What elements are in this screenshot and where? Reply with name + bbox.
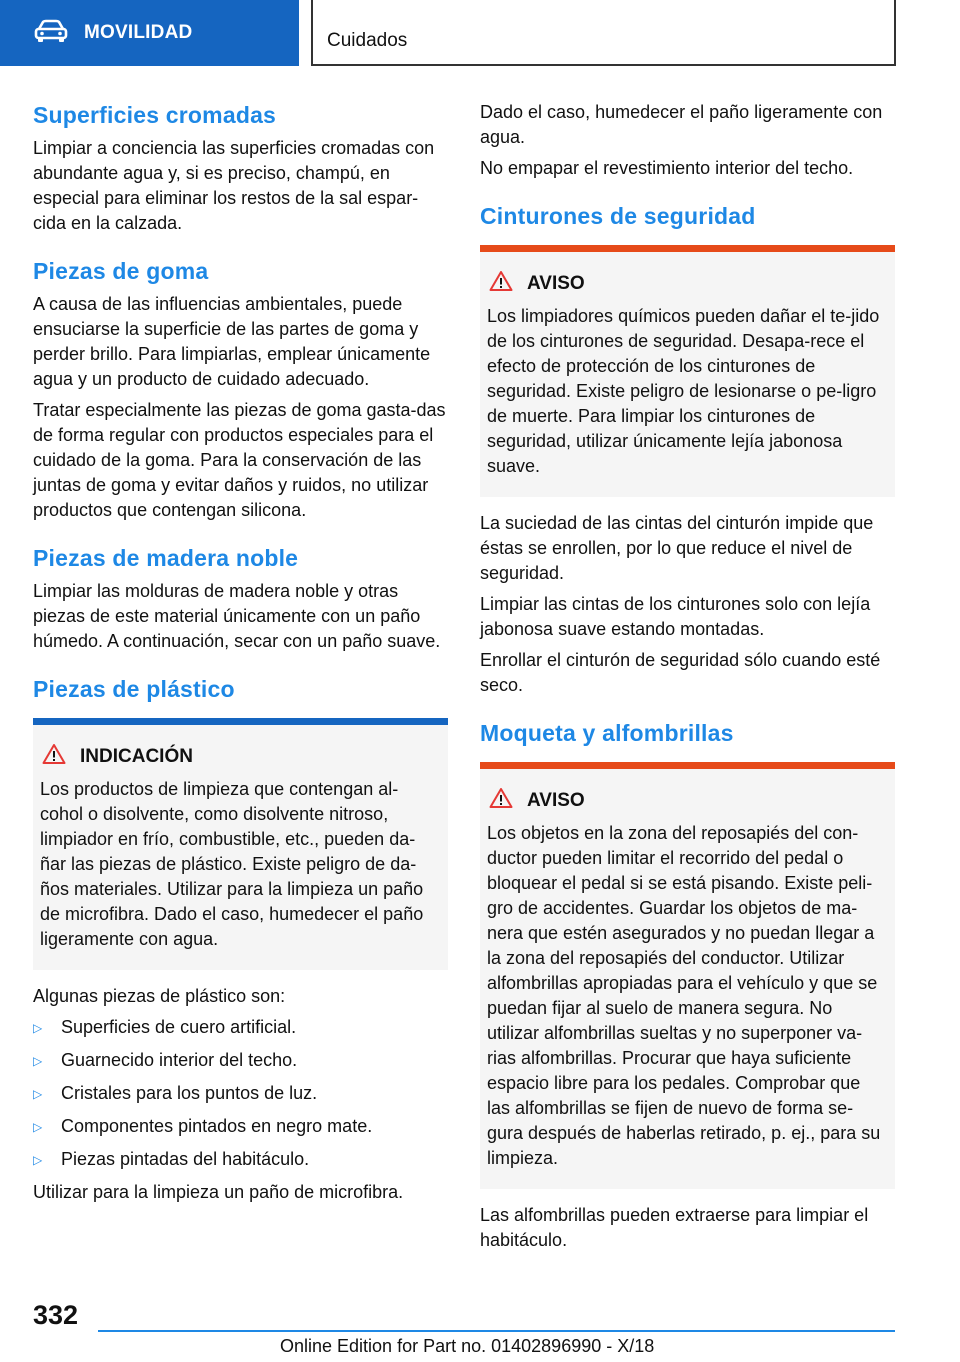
list-item: ▷ Cristales para los puntos de luz. (33, 1081, 448, 1107)
paragraph: Dado el caso, humedecer el paño ligeramente con agua. (480, 102, 883, 147)
list-item: ▷ Componentes pintados en negro mate. (33, 1114, 448, 1140)
footer-edition: Online Edition for Part no. 01402896990 - X/18 (280, 1336, 655, 1356)
plastic-parts-list (33, 1015, 448, 1173)
notice-text: Los productos de limpieza que contengan al-cohol o disolvente, como disolvente nitroso, limpiador en frío, combustible, etc., pueden da-ñar las piezas de plástico. Existe peligro de da-ños materiales. Utilizar para la limpieza un paño de microfibra. Dado el caso, humedecer el paño ligeramente con agua. (40, 779, 424, 949)
warning-text: Los objetos en la zona del reposapiés del con-ductor pueden limitar el recorrido del pedal o bloquear el pedal si se está pisando. Existe peli-gro de accidentes. Guardar los objetos de ma-nera que estén asegurados y no puedan llegar a la zona del reposapiés del conductor. Utilizar alfombrillas apropiadas para el vehículo y que se puedan fijar al suelo de manera segura. No utilizar alfombrillas sueltas y no superponer va-rias alfombrillas. Procurar que haya suficiente espacio libre para los pedales. Comprobar que las alfombrillas se fijen de nuevo de forma se-gura después de haberlas retirado, p. ej., para su limpieza. (487, 823, 881, 1168)
warning-title-text: AVISO (527, 790, 585, 811)
page-number: 332 (33, 1300, 79, 1330)
warning-triangle-icon (40, 743, 80, 771)
warning-box (480, 769, 895, 1189)
warning-triangle-icon (487, 270, 527, 298)
heading-piezas-de-madera: Piezas de madera noble (33, 545, 299, 571)
paragraph: Las alfombrillas pueden extraerse para limpiar el habitáculo. (480, 1205, 869, 1250)
paragraph: Limpiar las molduras de madera noble y otras piezas de este material únicamente con un paño húmedo. A continuación, secar con un paño suave. (33, 581, 441, 651)
list-item: ▷ Piezas pintadas del habitáculo. (33, 1147, 448, 1173)
warning-title-text: AVISO (527, 273, 585, 294)
notice-rule (33, 718, 448, 725)
heading-piezas-de-plastico: Piezas de plástico (33, 676, 235, 702)
triangle-bullet-icon: ▷ (33, 1054, 43, 1068)
warning-title (487, 787, 887, 815)
notice-title-text: INDICACIÓN (80, 746, 193, 767)
heading-piezas-de-goma: Piezas de goma (33, 258, 209, 284)
section-tab[interactable] (311, 0, 896, 66)
warning-triangle-icon (487, 787, 527, 815)
list-item: ▷ Guarnecido interior del techo. (33, 1048, 448, 1074)
triangle-bullet-icon: ▷ (33, 1120, 43, 1134)
warning-title (487, 270, 887, 298)
warning-box (480, 252, 895, 497)
heading-moqueta: Moqueta y alfombrillas (480, 720, 734, 746)
warning-rule (480, 762, 895, 769)
section-tab-label: Cuidados (327, 30, 408, 51)
list-item: ▷ Superficies de cuero artificial. (33, 1015, 448, 1041)
warning-rule (480, 245, 895, 252)
paragraph: Enrollar el cinturón de seguridad sólo cuando esté seco. (480, 650, 881, 695)
paragraph: La suciedad de las cintas del cinturón impide que éstas se enrollen, por lo que reduce el nivel de seguridad. (480, 513, 874, 583)
page-header (0, 0, 960, 66)
triangle-bullet-icon: ▷ (33, 1087, 43, 1101)
notice-title (40, 743, 440, 771)
heading-superficies-cromadas: Superficies cromadas (33, 102, 277, 128)
paragraph: Tratar especialmente las piezas de goma gasta-das de forma regular con productos especiales para el cuidado de la goma. Para la conservación de las juntas de goma y evitar daños y ruidos, no utilizar productos que contengan silicona. (33, 400, 446, 520)
car-icon (34, 19, 68, 48)
chapter-tab-label: MOVILIDAD (84, 22, 193, 43)
notice-box (33, 725, 448, 970)
paragraph: Limpiar las cintas de los cinturones solo con lejía jabonosa suave estando montadas. (480, 594, 871, 639)
list-outro: Utilizar para la limpieza un paño de microfibra. (33, 1182, 404, 1202)
right-column (480, 100, 895, 1259)
paragraph: A causa de las influencias ambientales, puede ensuciarse la superficie de las partes de goma y perder brillo. Para limpiarlas, emplear únicamente agua y un producto de cuidado adecuado. (33, 294, 431, 389)
paragraph: No empapar el revestimiento interior del techo. (480, 158, 854, 178)
list-intro: Algunas piezas de plástico son: (33, 986, 286, 1006)
footer-rule (98, 1330, 895, 1332)
heading-cinturones: Cinturones de seguridad (480, 203, 756, 229)
triangle-bullet-icon: ▷ (33, 1153, 43, 1167)
triangle-bullet-icon: ▷ (33, 1021, 43, 1035)
warning-text: Los limpiadores químicos pueden dañar el te-jido de los cinturones de seguridad. Desapa-rece el efecto de protección de los cinturones de seguridad. Existe peligro de lesionarse o pe-ligro de muerte. Para limpiar los cinturones de seguridad, utilizar únicamente lejía jabonosa suave. (487, 306, 880, 476)
left-column (33, 100, 448, 1211)
paragraph: Limpiar a conciencia las superficies cromadas con abundante agua y, si es preciso, champú, en especial para eliminar los restos de la sal espar-cida en la calzada. (33, 138, 435, 233)
chapter-tab[interactable] (0, 0, 299, 66)
